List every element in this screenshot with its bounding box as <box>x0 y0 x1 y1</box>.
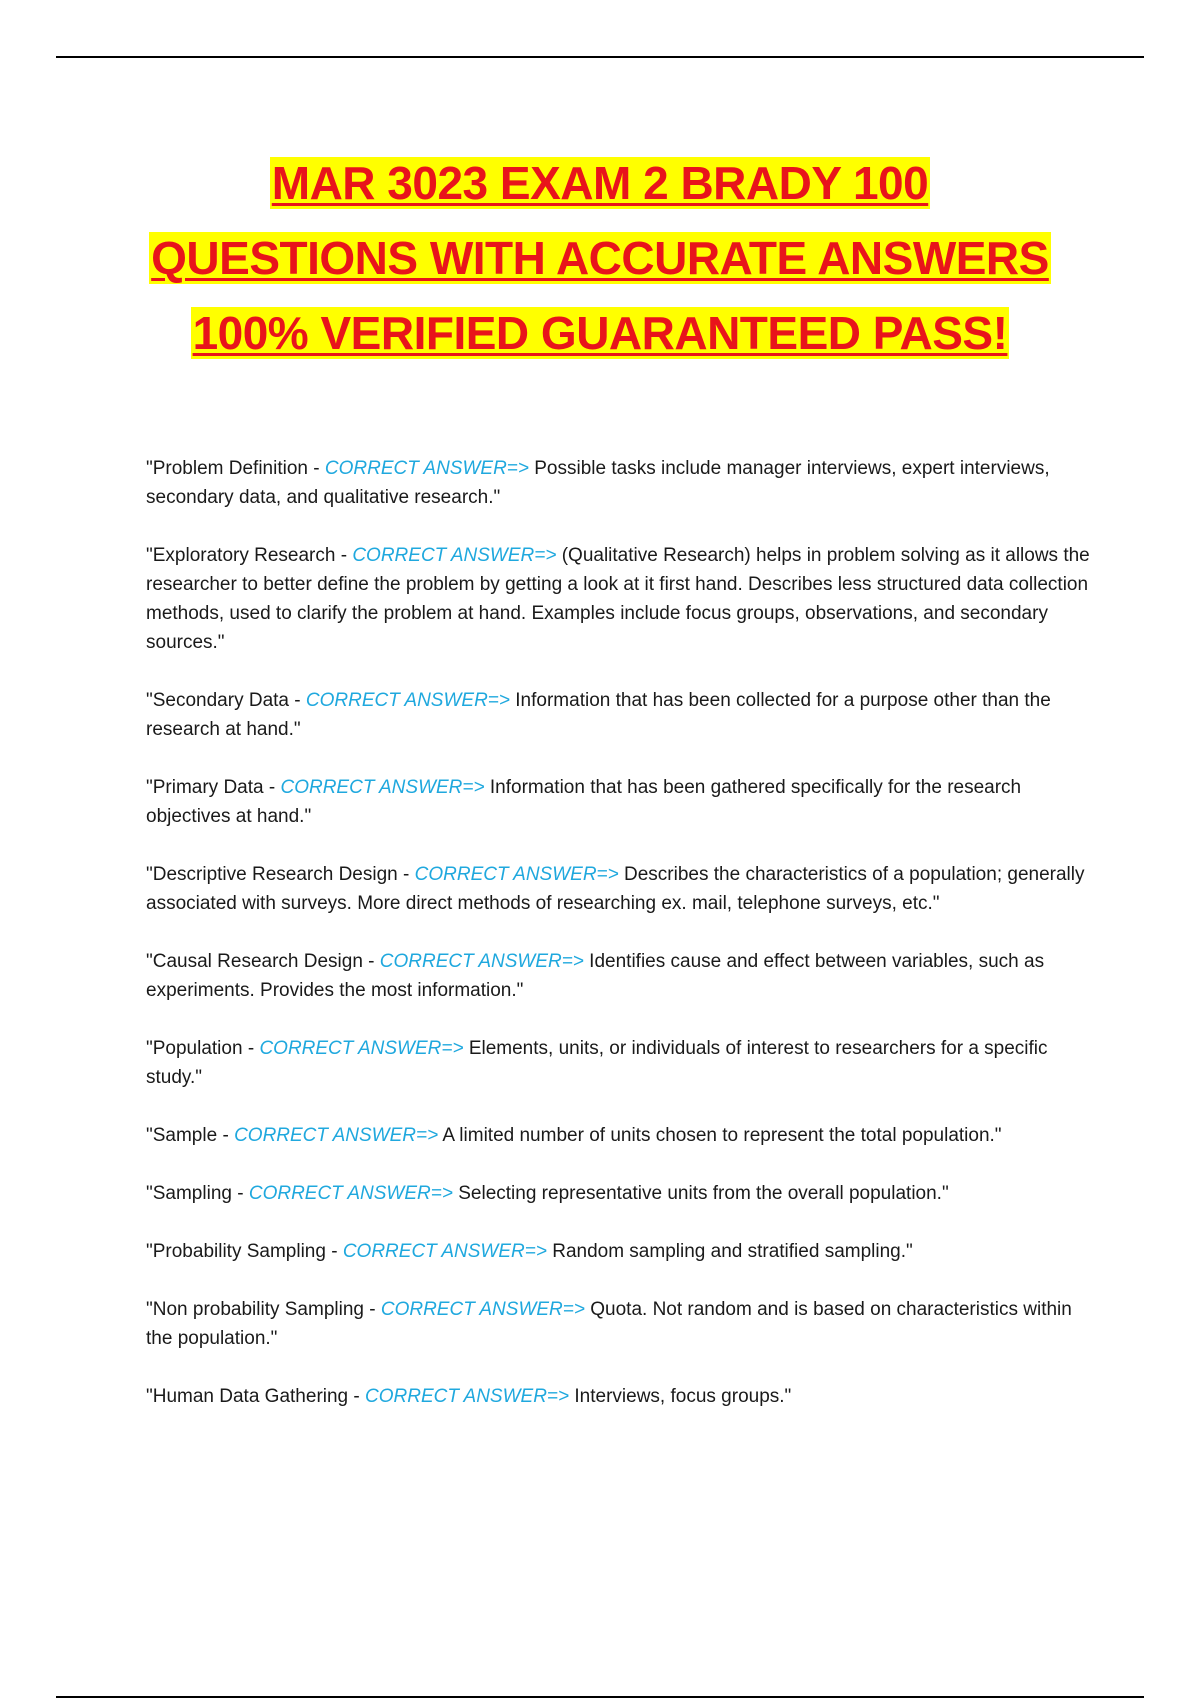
entry-term: "Population - <box>146 1038 260 1059</box>
qa-entry-sampling <box>146 1179 1096 1208</box>
entry-definition: Information that has been gathered specifically for the research objectives at hand." <box>146 777 1022 827</box>
entry-term: "Exploratory Research - <box>146 545 353 566</box>
correct-answer-marker: CORRECT ANSWER=> <box>248 1183 453 1204</box>
entry-term: "Probability Sampling - <box>146 1241 343 1262</box>
bottom-divider <box>56 1696 1144 1698</box>
qa-entry-human-data-gathering <box>146 1382 1096 1411</box>
correct-answer-marker: CORRECT ANSWER=> <box>380 1299 585 1320</box>
correct-answer-marker: CORRECT ANSWER=> <box>234 1125 439 1146</box>
correct-answer-marker: CORRECT ANSWER=> <box>259 1038 464 1059</box>
entry-term: "Human Data Gathering - <box>146 1386 366 1407</box>
entry-term: "Sample - <box>146 1125 235 1146</box>
entry-term: "Secondary Data - <box>146 690 306 711</box>
entry-definition: Identifies cause and effect between variables, such as experiments. Provides the most information." <box>146 951 1045 1001</box>
entry-definition: Information that has been collected for a purpose other than the research at hand." <box>146 690 1051 740</box>
qa-entry-causal-research-design <box>146 947 1096 1005</box>
qa-list <box>146 454 1096 1440</box>
qa-entry-sample <box>146 1121 1096 1150</box>
entry-definition: Quota. Not random and is based on characteristics within the population." <box>146 1299 1072 1349</box>
title-line-3: 100% VERIFIED GUARANTEED PASS! <box>192 307 1008 359</box>
qa-entry-primary-data <box>146 773 1096 831</box>
top-divider <box>56 56 1144 58</box>
correct-answer-marker: CORRECT ANSWER=> <box>379 951 584 972</box>
entry-definition: (Qualitative Research) helps in problem solving as it allows the researcher to better define the problem by getting a look at it first hand. Describes less structured data collection methods, used to clarify the problem at hand. Examples include focus groups, observations, and secondary sources." <box>146 545 1090 653</box>
entry-definition: A limited number of units chosen to represent the total population." <box>438 1125 1002 1146</box>
entry-definition: Possible tasks include manager interviews, expert interviews, secondary data, and qualitative research." <box>146 458 1050 508</box>
correct-answer-marker: CORRECT ANSWER=> <box>305 690 510 711</box>
correct-answer-marker: CORRECT ANSWER=> <box>414 864 619 885</box>
entry-definition: Selecting representative units from the overall population." <box>452 1183 949 1204</box>
qa-entry-secondary-data <box>146 686 1096 744</box>
title-line-2: QUESTIONS WITH ACCURATE ANSWERS <box>151 232 1049 284</box>
entry-term: "Descriptive Research Design - <box>146 864 415 885</box>
entry-term: "Problem Definition - <box>146 458 325 479</box>
qa-entry-population <box>146 1034 1096 1092</box>
correct-answer-marker: CORRECT ANSWER=> <box>352 545 557 566</box>
entry-term: "Non probability Sampling - <box>146 1299 381 1320</box>
correct-answer-marker: CORRECT ANSWER=> <box>280 777 485 798</box>
entry-definition: Elements, units, or individuals of interest to researchers for a specific study." <box>146 1038 1048 1088</box>
qa-entry-descriptive-research-design <box>146 860 1096 918</box>
document-title <box>60 146 1140 371</box>
title-line-1: MAR 3023 EXAM 2 BRADY 100 <box>271 157 929 209</box>
correct-answer-marker: CORRECT ANSWER=> <box>324 458 529 479</box>
entry-term: "Causal Research Design - <box>146 951 380 972</box>
correct-answer-marker: CORRECT ANSWER=> <box>342 1241 547 1262</box>
correct-answer-marker: CORRECT ANSWER=> <box>365 1386 570 1407</box>
entry-definition: Describes the characteristics of a population; generally associated with surveys. More direct methods of researching ex. mail, telephone surveys, etc." <box>146 864 1085 914</box>
qa-entry-non-probability-sampling <box>146 1295 1096 1353</box>
entry-definition: Random sampling and stratified sampling." <box>546 1241 913 1262</box>
qa-entry-exploratory-research <box>146 541 1096 657</box>
qa-entry-problem-definition <box>146 454 1096 512</box>
entry-term: "Sampling - <box>146 1183 249 1204</box>
entry-term: "Primary Data - <box>146 777 281 798</box>
qa-entry-probability-sampling <box>146 1237 1096 1266</box>
entry-definition: Interviews, focus groups." <box>569 1386 792 1407</box>
